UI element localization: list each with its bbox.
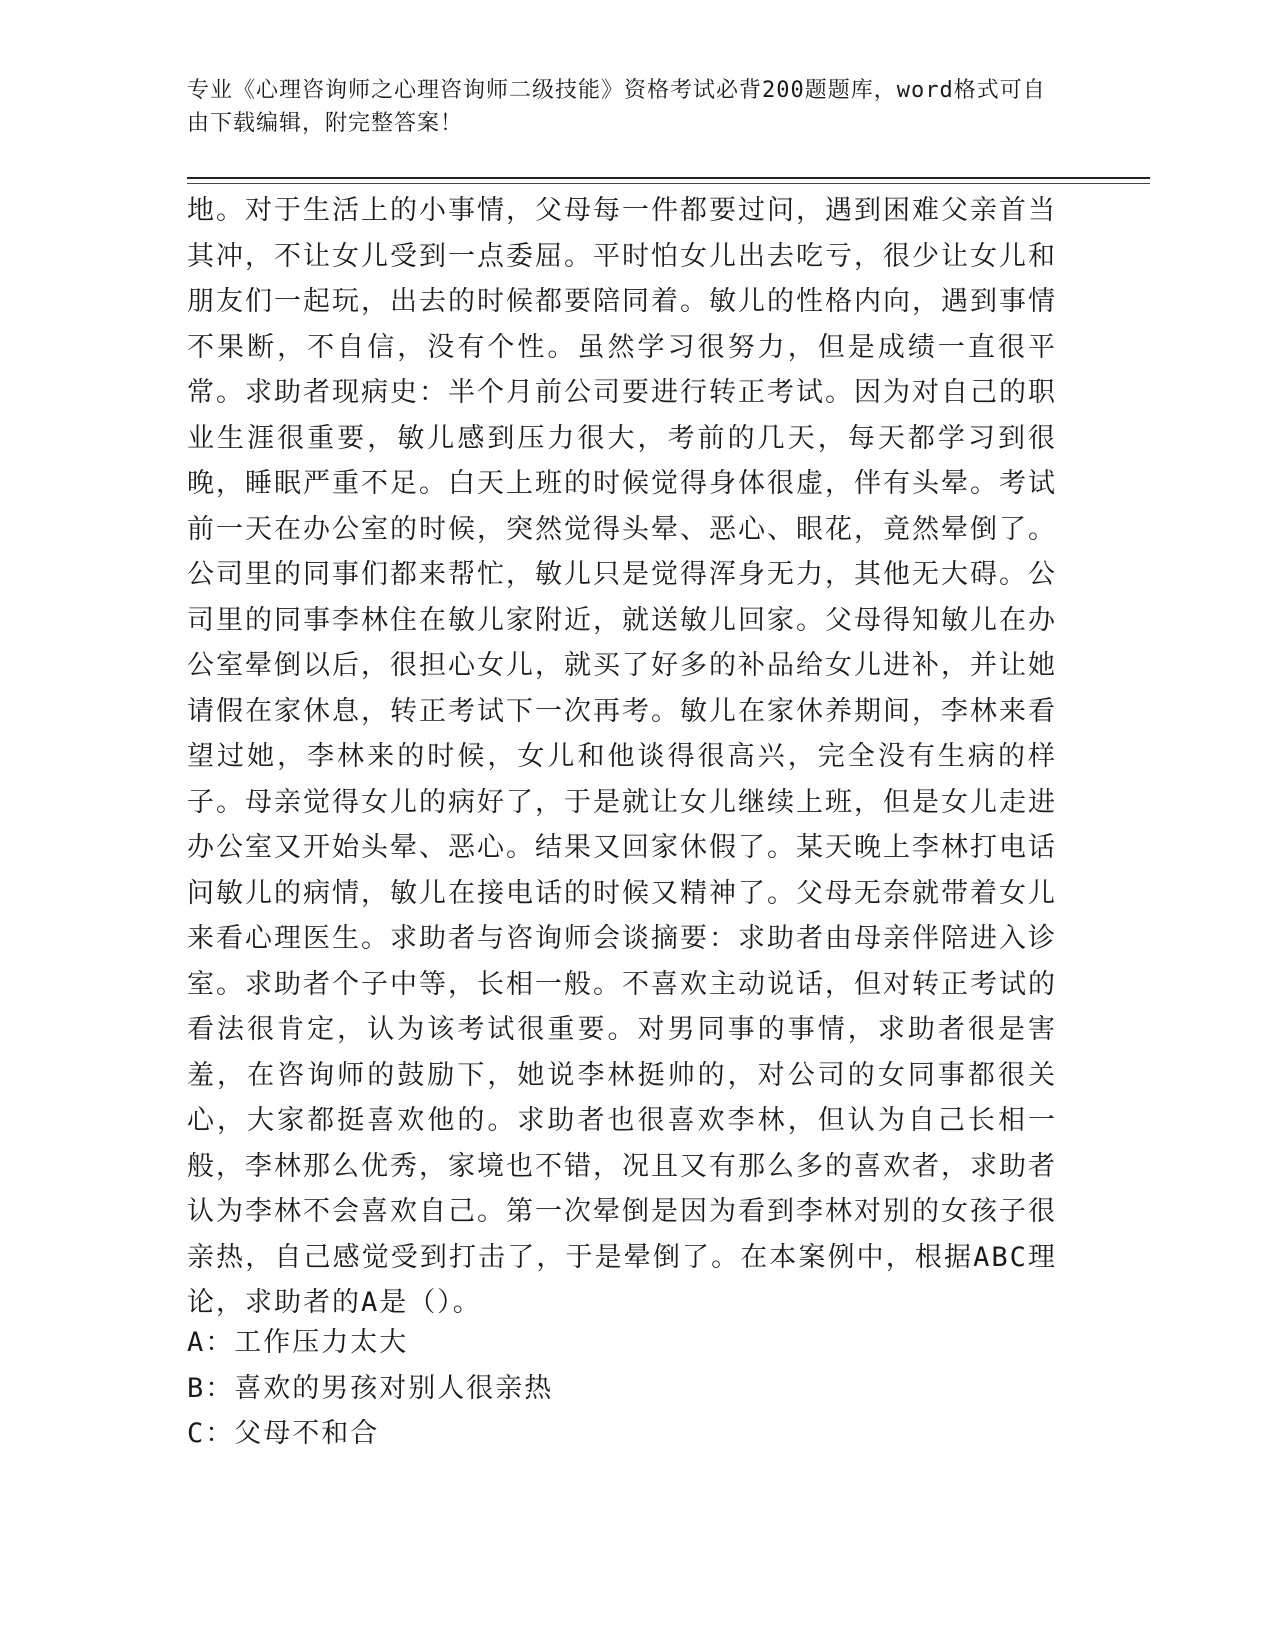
option-c: C：父母不和合 [187,1418,380,1449]
question-stem: 地。对于生活上的小事情，父母每一件都要过问，遇到困难父亲首当其冲，不让女儿受到一点委屈。平时怕女儿出去吃亏，很少让女儿和朋友们一起玩，出去的时候都要陪同着。敏儿的性格内向，遇到事情不果断，不自信，没有个性。虽然学习很努力，但是成绩一直很平常。求助者现病史：半个月前公司要进行转正考试。因为对自己的职业生涯很重要，敏儿感到压力很大，考前的几天，每天都学习到很晚，睡眠严重不足。白天上班的时候觉得身体很虚，伴有头晕。考试前一天在办公室的时候，突然觉得头晕、恶心、眼花，竟然晕倒了。公司里的同事们都来帮忙，敏儿只是觉得浑身无力，其他无大碍。公司里的同事李林住在敏儿家附近，就送敏儿回家。父母得知敏儿在办公室晕倒以后，很担心女儿，就买了好多的补品给女儿进补，并让她请假在家休息，转正考试下一次再考。敏儿在家休养期间，李林来看望过她，李林来的时候，女儿和他谈得很高兴，完全没有生病的样子。母亲觉得女儿的病好了，于是就让女儿继续上班，但是女儿走进办公室又开始头晕、恶心。结果又回家休假了。某天晚上李林打电话问敏儿的病情，敏儿在接电话的时候又精神了。父母无奈就带着女儿来看心理医生。求助者与咨询师会谈摘要：求助者由母亲伴陪进入诊室。求助者个子中等，长相一般。不喜欢主动说话，但对转正考试的看法很肯定，认为该考试很重要。对男同事的事情，求助者很是害羞，在咨询师的鼓励下，她说李林挺帅的，对公司的女同事都很关心，大家都挺喜欢他的。求助者也很喜欢李林，但认为自己长相一般，李林那么优秀，家境也不错，况且又有那么多的喜欢者，求助者认为李林不会喜欢自己。第一次晕倒是因为看到李林对别的女孩子很亲热，自己感觉受到打击了，于是晕倒了。在本案例中，根据ABC理论，求助者的A是（）。 [187,195,1057,1318]
page-header [187,74,1067,140]
document-title: 专业《心理咨询师之心理咨询师二级技能》资格考试必背200题题库，word格式可自由下载编辑，附完整答案！ [187,78,1046,136]
header-rule-thin [187,183,1150,184]
header-rule [187,177,1150,179]
answer-options [187,1320,1057,1457]
option-a: A：工作压力太大 [187,1327,409,1358]
option-b: B：喜欢的男孩对别人很亲热 [187,1372,554,1404]
